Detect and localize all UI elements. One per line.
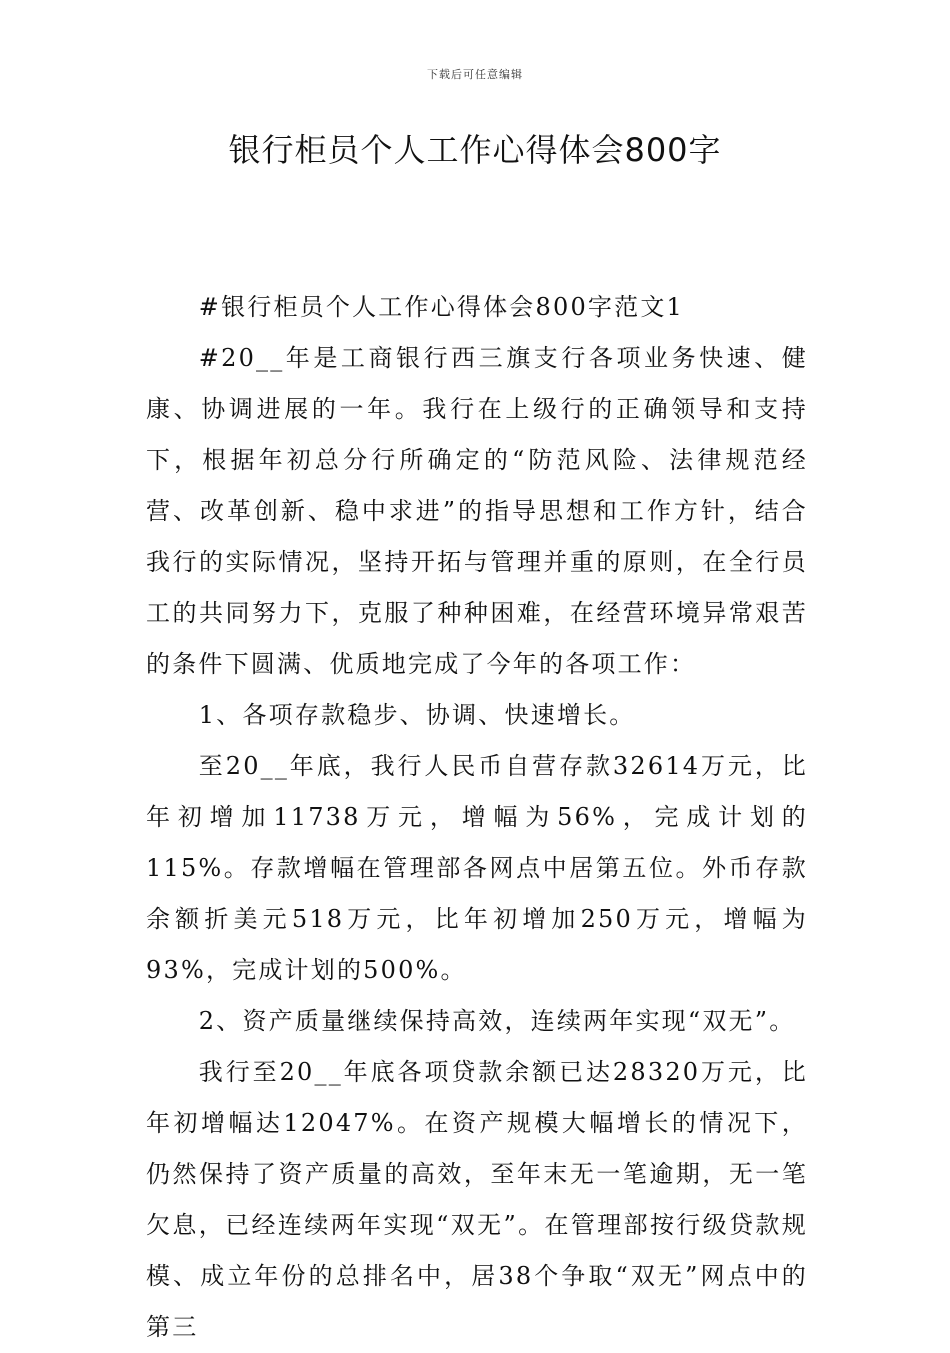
document-body [146, 282, 808, 1353]
paragraph-intro: #20__年是工商银行西三旗支行各项业务快速、健康、协调进展的一年。我行在上级行的正确领导和支持下，根据年初总分行所确定的“防范风险、法律规范经营、改革创新、稳中求进”的指导思想和工作方针，结合我行的实际情况，坚持开拓与管理并重的原则，在全行员工的共同努力下，克服了种种困难，在经营环境异常艰苦的条件下圆满、优质地完成了今年的各项工作： [146, 344, 808, 678]
paragraph-section-heading: #银行柜员个人工作心得体会800字范文1 [198, 293, 684, 321]
paragraph-point-1-heading: 1、各项存款稳步、协调、快速增长。 [198, 701, 636, 729]
paragraph-point-2-heading: 2、资产质量继续保持高效，连续两年实现“双无”。 [198, 1007, 796, 1035]
paragraph-point-2-body: 我行至20__年底各项贷款余额已达28320万元，比年初增幅达12047%。在资产规模大幅增长的情况下，仍然保持了资产质量的高效，至年末无一笔逾期，无一笔欠息，已经连续两年实现“双无”。在管理部按行级贷款规模、成立年份的总排名中，居38个争取“双无”网点中的第三 [146, 1058, 808, 1341]
document-title: 银行柜员个人工作心得体会800字 [228, 131, 722, 169]
header-note: 下载后可任意编辑 [427, 68, 523, 81]
paragraph-point-1-body: 至20__年底，我行人民币自营存款32614万元，比年初增加11738万元，增幅为56%，完成计划的115%。存款增幅在管理部各网点中居第五位。外币存款余额折美元518万元，比年初增加250万元，增幅为93%，完成计划的500%。 [146, 752, 808, 984]
